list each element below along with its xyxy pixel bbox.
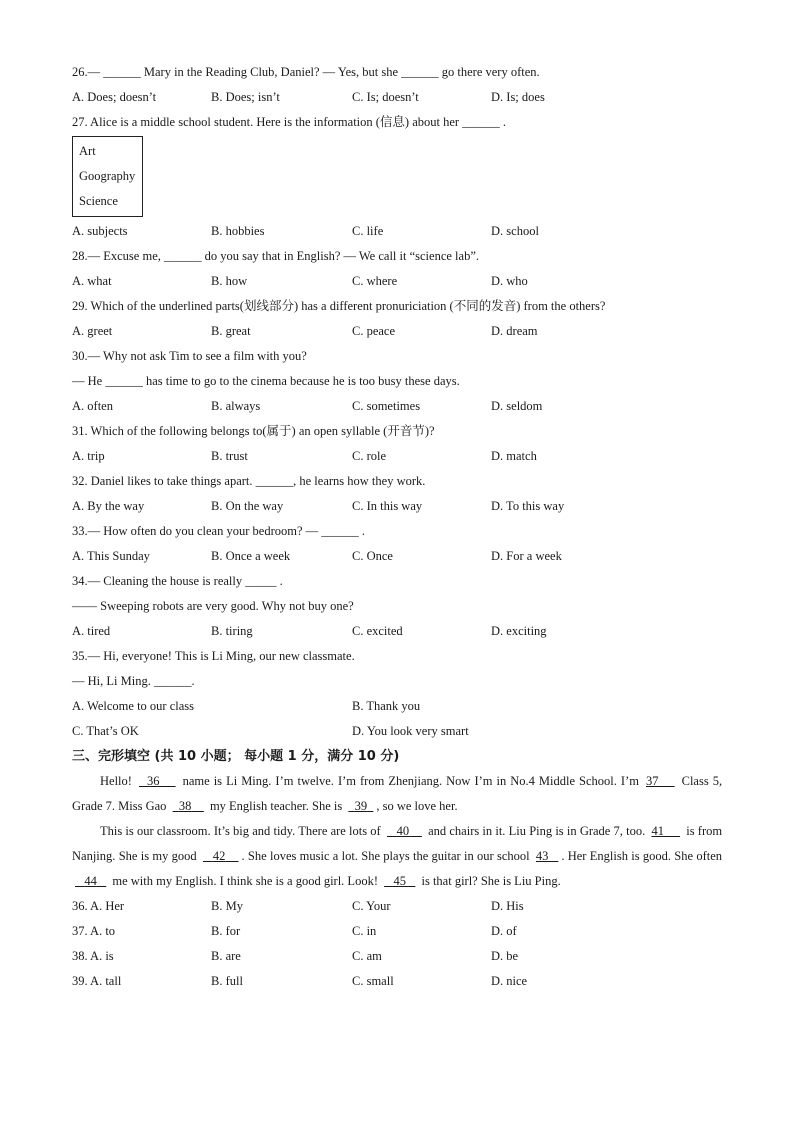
question-33-options bbox=[72, 544, 722, 569]
option-c[interactable]: C. small bbox=[352, 974, 394, 988]
option-b[interactable]: B. great bbox=[211, 324, 251, 338]
blank-44[interactable]: 44 bbox=[84, 874, 97, 888]
option-d[interactable]: D. nice bbox=[491, 974, 528, 988]
option-d[interactable]: D. exciting bbox=[491, 624, 547, 638]
option-b[interactable]: B. how bbox=[211, 274, 248, 288]
blank-38[interactable]: 38 bbox=[178, 799, 192, 813]
option-c[interactable]: C. in bbox=[352, 924, 377, 938]
option-d[interactable]: D. seldom bbox=[491, 399, 543, 413]
option-a[interactable]: A. Welcome to our class bbox=[72, 699, 194, 713]
cloze-39-options bbox=[72, 969, 722, 994]
option-b[interactable]: B. Thank you bbox=[352, 699, 421, 713]
option-a[interactable]: A. Does; doesn’t bbox=[72, 90, 157, 104]
option-b[interactable]: B. On the way bbox=[211, 499, 284, 513]
question-30-reply: — He ______ has time to go to the cinema because he is too busy these days. bbox=[72, 374, 460, 388]
cloze-36-options bbox=[72, 894, 722, 919]
option-c[interactable]: C. Once bbox=[352, 549, 393, 563]
question-26-options bbox=[72, 85, 722, 110]
option-c[interactable]: C. Your bbox=[352, 899, 391, 913]
question-30-stem: 30.— Why not ask Tim to see a film with you? bbox=[72, 349, 307, 363]
option-a[interactable]: A. trip bbox=[72, 449, 105, 463]
question-29-stem: 29. Which of the underlined parts(划线部分) has a different pronuriciation (不同的发音) from the others? bbox=[72, 299, 606, 313]
option-d[interactable]: D. dream bbox=[491, 324, 538, 338]
option-d[interactable]: D. match bbox=[491, 449, 537, 463]
option-a[interactable]: A. greet bbox=[72, 324, 113, 338]
section-heading: 三、完形填空 (共 10 小题； 每小题 1 分，满分 10 分) bbox=[72, 749, 400, 764]
question-27-stem: 27. Alice is a middle school student. Here is the information (信息) about her ______ . bbox=[72, 115, 506, 129]
option-c[interactable]: C. where bbox=[352, 274, 398, 288]
option-b[interactable]: B. Once a week bbox=[211, 549, 291, 563]
option-a[interactable]: A. This Sunday bbox=[72, 549, 150, 563]
option-c[interactable]: C. role bbox=[352, 449, 387, 463]
option-d[interactable]: D. who bbox=[491, 274, 528, 288]
info-item: Science bbox=[79, 194, 118, 208]
cloze-38-options bbox=[72, 944, 722, 969]
question-33-stem: 33.— How often do you clean your bedroom? — ______ . bbox=[72, 524, 365, 538]
cloze-paragraph-2: This is our classroom. It’s big and tidy. There are lots of 40 and chairs in it. Liu Ping is in Grade 7, too. 41 is from Nanjing. She is my good 42 . She loves music a lot. She plays the guitar in our school 43 . Her English is good. She often 44 me with my English. I think she is a good girl. Look! 45 is that girl? She is Liu Ping. bbox=[72, 824, 723, 888]
option-c[interactable]: C. excited bbox=[352, 624, 403, 638]
question-35-options-row1 bbox=[72, 694, 722, 719]
question-29-options bbox=[72, 319, 722, 344]
blank-41[interactable]: 41 bbox=[651, 824, 664, 838]
option-c[interactable]: C. life bbox=[352, 224, 384, 238]
option-a[interactable]: A. often bbox=[72, 399, 113, 413]
option-d[interactable]: D. You look very smart bbox=[352, 724, 469, 738]
option-d[interactable]: D. of bbox=[491, 924, 517, 938]
option-c[interactable]: C. peace bbox=[352, 324, 396, 338]
question-32-stem: 32. Daniel likes to take things apart. ______, he learns how they work. bbox=[72, 474, 426, 488]
option-d[interactable]: D. be bbox=[491, 949, 519, 963]
option-a[interactable]: 38. A. is bbox=[72, 949, 114, 963]
question-34-options bbox=[72, 619, 722, 644]
question-35-reply: — Hi, Li Ming. ______. bbox=[72, 674, 195, 688]
question-34-reply: —— Sweeping robots are very good. Why not buy one? bbox=[72, 599, 354, 613]
info-item: Art bbox=[79, 144, 96, 158]
option-c[interactable]: C. In this way bbox=[352, 499, 423, 513]
question-28-options bbox=[72, 269, 722, 294]
question-26-stem: 26.— ______ Mary in the Reading Club, Daniel? — Yes, but she ______ go there very often. bbox=[72, 65, 540, 79]
blank-36[interactable]: 36 bbox=[147, 774, 160, 788]
blank-45[interactable]: 45 bbox=[393, 874, 406, 888]
option-a[interactable]: 39. A. tall bbox=[72, 974, 122, 988]
option-c[interactable]: C. That’s OK bbox=[72, 724, 139, 738]
option-b[interactable]: B. tiring bbox=[211, 624, 253, 638]
option-c[interactable]: C. sometimes bbox=[352, 399, 421, 413]
blank-39[interactable]: 39 bbox=[354, 799, 368, 813]
cloze-paragraph-1: Hello! 36 name is Li Ming. I’m twelve. I’m from Zhenjiang. Now I’m in No.4 Middle School. I’m 37 Class 5, Grade 7. Miss Gao 38 my English teacher. She is 39 , so we love her. bbox=[72, 774, 723, 813]
question-27-options bbox=[72, 219, 722, 244]
option-d[interactable]: D. Is; does bbox=[491, 90, 545, 104]
question-35-stem: 35.— Hi, everyone! This is Li Ming, our new classmate. bbox=[72, 649, 355, 663]
option-d[interactable]: D. His bbox=[491, 899, 524, 913]
option-b[interactable]: B. full bbox=[211, 974, 243, 988]
question-31-stem: 31. Which of the following belongs to(属于) an open syllable (开音节)? bbox=[72, 424, 435, 438]
option-c[interactable]: C. Is; doesn’t bbox=[352, 90, 419, 104]
blank-42[interactable]: 42 bbox=[212, 849, 226, 863]
option-d[interactable]: D. To this way bbox=[491, 499, 565, 513]
option-d[interactable]: D. For a week bbox=[491, 549, 562, 563]
option-d[interactable]: D. school bbox=[491, 224, 539, 238]
blank-43[interactable]: 43 bbox=[535, 849, 549, 863]
information-box bbox=[72, 136, 143, 217]
option-b[interactable]: B. Does; isn’t bbox=[211, 90, 280, 104]
option-a[interactable]: A. what bbox=[72, 274, 112, 288]
option-b[interactable]: B. My bbox=[211, 899, 243, 913]
option-a[interactable]: A. By the way bbox=[72, 499, 145, 513]
option-a[interactable]: 37. A. to bbox=[72, 924, 116, 938]
blank-37[interactable]: 37 bbox=[646, 774, 659, 788]
blank-40[interactable]: 40 bbox=[396, 824, 410, 838]
option-b[interactable]: B. trust bbox=[211, 449, 248, 463]
option-b[interactable]: B. always bbox=[211, 399, 261, 413]
question-31-options bbox=[72, 444, 722, 469]
question-34-stem: 34.— Cleaning the house is really _____ . bbox=[72, 574, 283, 588]
option-a[interactable]: A. tired bbox=[72, 624, 111, 638]
question-35-options-row2 bbox=[72, 719, 722, 744]
option-a[interactable]: 36. A. Her bbox=[72, 899, 125, 913]
cloze-37-options bbox=[72, 919, 722, 944]
option-b[interactable]: B. are bbox=[211, 949, 241, 963]
option-a[interactable]: A. subjects bbox=[72, 224, 128, 238]
question-28-stem: 28.— Excuse me, ______ do you say that in English? — We call it “science lab”. bbox=[72, 249, 479, 263]
option-b[interactable]: B. hobbies bbox=[211, 224, 265, 238]
question-32-options bbox=[72, 494, 722, 519]
question-30-options bbox=[72, 394, 722, 419]
option-c[interactable]: C. am bbox=[352, 949, 382, 963]
worksheet-page bbox=[72, 60, 722, 994]
option-b[interactable]: B. for bbox=[211, 924, 241, 938]
info-item: Goography bbox=[79, 169, 136, 183]
